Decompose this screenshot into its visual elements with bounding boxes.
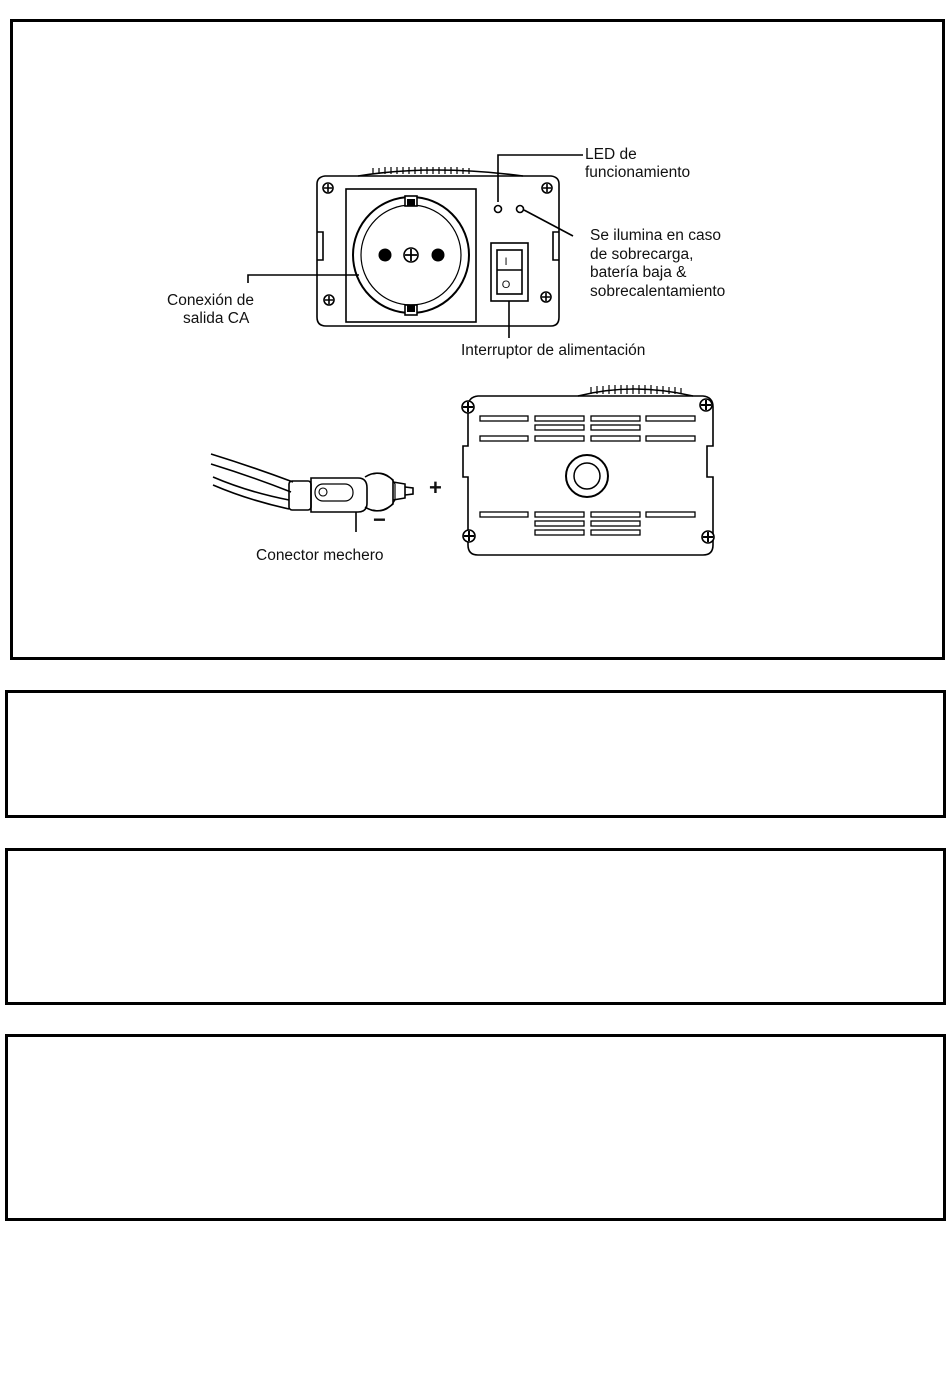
switch-off-mark: O (501, 279, 511, 291)
front-screw-br (541, 292, 551, 302)
led-callout-line (498, 155, 583, 202)
power-switch (491, 243, 528, 301)
ac-output-label-1: Conexión de (167, 292, 255, 309)
warn-label-1: Se ilumina en caso (590, 227, 721, 244)
figure-frame (10, 19, 945, 660)
vents-top (480, 416, 695, 441)
ac-callout-line (248, 275, 359, 283)
empty-box-2 (5, 848, 946, 1005)
ac-output-label-2: salida CA (183, 310, 250, 327)
power-switch-label: Interruptor de alimentación (461, 342, 646, 359)
front-screw-tl (323, 183, 333, 193)
warn-label-4: sobrecalentamiento (590, 283, 726, 300)
vents-bottom (480, 512, 695, 535)
led-label-2: funcionamiento (585, 164, 691, 181)
fault-led (517, 206, 524, 213)
front-panel (317, 167, 559, 326)
minus-sign: − (373, 507, 386, 532)
empty-box-1 (5, 690, 946, 818)
power-led (495, 206, 502, 213)
led-label-1: LED de (585, 146, 637, 163)
back-panel (462, 385, 714, 555)
plus-sign: + (429, 475, 442, 500)
switch-on-mark: I (504, 256, 508, 268)
warn-label-3: batería baja & (590, 264, 687, 281)
front-screw-tr (542, 183, 552, 193)
warn-label-2: de sobrecarga, (590, 246, 694, 263)
lighter-connector-label: Conector mechero (256, 547, 384, 564)
empty-box-3 (5, 1034, 946, 1221)
fan-hub (566, 455, 608, 497)
warn-callout-line (524, 210, 573, 236)
inverter-diagram (13, 22, 942, 657)
front-screw-bl (324, 295, 334, 305)
